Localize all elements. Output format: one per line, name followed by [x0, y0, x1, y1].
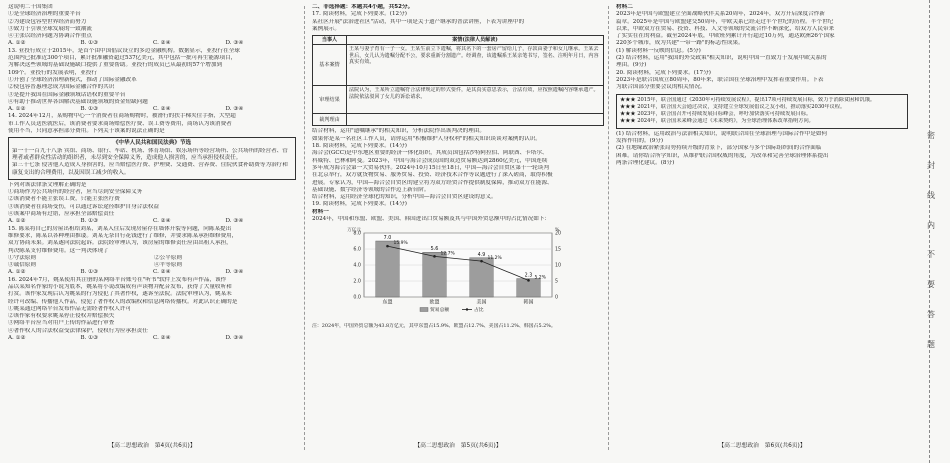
question-19-requirements — [616, 48, 908, 70]
text-line: 使用不当，只同意承担部分费用。下列关于该案的说法正确的是 — [8, 128, 165, 135]
pct-point — [527, 279, 530, 282]
text-line: ④有助于推动世界各国解决基础设施领域的资金短缺问题 — [8, 98, 148, 105]
binding-char: 答 — [927, 310, 935, 320]
question-16-options — [8, 335, 296, 342]
option: D. ③④ — [225, 106, 244, 113]
item: ②该消费者不能主张误工费，只能主张医疗费 — [8, 196, 120, 203]
text-line: 某社区开展"法治进社区"活动，其中一项是关于遗产继承的普法讲座，下表为讲座中的 — [312, 18, 525, 25]
item: ①姚某通过网络平台发布作品无需经著作权人许可 — [8, 305, 132, 312]
material-1-label: 材料一 — [312, 208, 329, 215]
question-14 — [8, 113, 296, 135]
item: ①守法原则 — [8, 254, 36, 261]
bar-value-label: 7.0 — [383, 236, 392, 242]
text-line: 如果你是某一名社区工作人员，请你运用"积极维护人身权利"的相关知识谈谈对案例的认识。 — [312, 135, 541, 142]
text-line: 17. 阅读材料，完成下列要求。(12分) — [312, 11, 407, 18]
un-meetings-box — [616, 94, 908, 129]
item: ②公平原则 — [154, 254, 182, 261]
pct-label: 11.2% — [487, 256, 502, 262]
pct-label: 15.9% — [393, 241, 408, 247]
text-line: (2) 在地缘政治紧张局势持续升级的背景下，部分国家与多个国际组织间的合作面临 — [616, 145, 822, 152]
case-table — [312, 35, 604, 126]
text-line: 市工作人员送医就医后，该消费者要求商场赔偿医疗费、误工费等费用，商场认为该消费者 — [8, 120, 232, 127]
question-13 — [8, 48, 296, 106]
page-divider — [304, 6, 305, 450]
option: A. ①② — [8, 335, 26, 342]
binding-char: 密 — [927, 131, 935, 140]
page-5 — [312, 4, 604, 450]
y2-unit-label: % — [555, 228, 560, 234]
option: C. ②④ — [153, 106, 171, 113]
pct-point — [386, 245, 389, 248]
binding-char: 要 — [927, 280, 935, 290]
item: ②该作家有权要求姚某停止侵权并赔偿损失 — [8, 313, 115, 320]
y2-tick-label: 0 — [555, 295, 559, 301]
table-header: 案情(法律人员解读) — [347, 36, 604, 45]
legend-marker — [466, 309, 468, 311]
x-tick-label: 欧盟 — [429, 299, 440, 306]
binding-char: 内 — [927, 220, 935, 230]
y-tick-label: 8.0 — [353, 231, 361, 237]
text-line: 多年成为海合会第一大贸易伙伴。2024年10月15日至18日，中国—海合会自贸区第十一轮谈判 — [312, 164, 549, 171]
text-line: 18. 阅读材料，完成下列要求。(14分) — [312, 143, 407, 150]
text-line: 经许可改编、传播他人作品，侵犯了著作权人的改编权和信息网络传播权。对此认识正确的是 — [8, 298, 238, 305]
question-20-requirements — [616, 131, 908, 167]
row-text: 法院认为，王某所立遗嘱符合法律规定的形式要件，是其真实意思表示，合法有效，应按照遗嘱内容继承遗产。法院依法驳回了女儿的诉讼请求。 — [349, 87, 599, 100]
excerpt-article-1: 第一千一百九十八条 宾馆、商场、银行、车站、机场、体育场馆、娱乐场所等经营场所、公共场所的经营者、管理者或者群众性活动的组织者，未尽到安全保障义务，造成他人损害的，应当承担侵权责任。 — [12, 147, 288, 161]
text-line: 109个。亚投行的发展表明，亚投行 — [8, 69, 97, 76]
y-tick-label: 2.0 — [353, 279, 361, 285]
x-tick-label: 韩国 — [523, 299, 534, 306]
question-14-items — [8, 189, 296, 218]
option: A. ①② — [8, 269, 26, 276]
material-2-text — [616, 11, 908, 47]
question-17-requirements — [312, 128, 604, 143]
option: D. ③④ — [225, 218, 244, 225]
x-tick-label: 美国 — [476, 299, 487, 306]
x-tick-label: 东盟 — [382, 299, 393, 306]
trade-chart-svg — [312, 225, 604, 317]
question-19-title: 19. 阅读材料，完成下列要求。(14分) — [312, 201, 407, 208]
text-line: 在北京举行，双方就货物贸易、服务贸易、投资、经济技术合作等议题进行了深入磋商，取得积极 — [312, 172, 553, 179]
binding-char: 题 — [927, 339, 935, 349]
text-line: 发挥作用的。(9分) — [616, 138, 664, 145]
text-line: 维修要求，陈某以各种理由推诿。刘某无奈自行花钱进行了维修，并要求陈某承担维修费用， — [8, 232, 238, 239]
empty-cell — [347, 114, 604, 126]
pct-label: 12.7% — [440, 251, 455, 257]
binding-char: 线 — [927, 190, 935, 200]
text-line: 15. 陈某将自己的房屋出租给刘某，刘某入住后发现房屋存在墙体开裂等问题，向陈某提出 — [8, 225, 232, 232]
bar-value-label: 4.9 — [477, 253, 486, 259]
text-line: ③致力于引领全球发展的一致潮流 — [8, 25, 92, 32]
question-12-stem — [8, 4, 296, 40]
table-header: 当事人 — [313, 36, 347, 45]
y2-tick-label: 15 — [555, 247, 562, 253]
binding-char: 不 — [927, 250, 935, 260]
pct-point — [480, 260, 483, 263]
row-label: 审理结果 — [313, 86, 347, 114]
item: ③该消费者在商场受伤，可以通过诉讼途径维护自身合法权益 — [8, 203, 160, 210]
option: D. ③④ — [225, 40, 244, 47]
binding-char: 封 — [927, 160, 935, 170]
question-13-options — [8, 106, 296, 113]
question-16 — [8, 277, 296, 306]
legend-swatch-bars — [420, 308, 428, 312]
text-line: ②使包容普惠理念成为国际金融合作的共识 — [8, 84, 115, 91]
item: ③诚信原则 — [8, 262, 36, 269]
option: D. ③④ — [225, 269, 244, 276]
bar-value-label: 2.3 — [524, 273, 533, 279]
text-line: 结合材料，运用经济全球化的知识，分析中国—海合会自贸区建设的意义。 — [312, 194, 497, 201]
page-footer: 【高二思想政治 第4页(共6页)】 — [108, 442, 196, 449]
row-text: 王某与妻子育有一子一女。王某生前立下遗嘱，将其名下的一套房产留给儿子，存款由妻子和女儿继承。王某去世后，女儿认为遗嘱分配不公，要求重新分割遗产。经调查，该遗嘱系王某亲笔书写，签名、注明年月日，内容真实有效。 — [349, 46, 599, 66]
un-meeting-item: ★★★ 2024年，联合国未来峰会通过《未来契约》，为全球治理体系改革指明方向。 — [620, 118, 814, 125]
row-label: 基本案情 — [313, 45, 347, 86]
y2-tick-label: 10 — [555, 263, 562, 269]
y-tick-label: 0.0 — [353, 295, 361, 301]
pct-point — [433, 255, 436, 258]
text-line: ④主张以经济问题为协调合作重点 — [8, 33, 92, 40]
text-line: 海合会(GCC)是中东地区重要的经济一体化组织，其成员国包括沙特阿拉伯、阿联酋、卡塔尔、 — [312, 150, 548, 157]
option: B. ①③ — [80, 40, 99, 47]
option: C. ②④ — [153, 218, 171, 225]
chart-caption: 2024年，中国和东盟、欧盟、美国、韩国进出口贸易额及其与中国外贸总额中的占比情况如下： — [312, 216, 550, 223]
section-title: 二、非选择题：本题共4小题，共52分。 — [312, 4, 414, 10]
text-line: 判决陈某支付维修费用。这一判决体现了 — [8, 247, 109, 254]
y2-tick-label: 20 — [555, 231, 562, 237]
question-15-items — [8, 255, 296, 270]
un-meeting-item: ★★★ 2021年，联合国大会通过决议，支持建立全球发展倡议之友小组，推动落实2030年议程。 — [620, 103, 846, 110]
material-2-label: 材料二 — [616, 4, 633, 10]
text-line: 14. 2024年12月，某购物中心一个消费者在商场购物时，被滑行的扶手梯夹住手指，大型超 — [8, 113, 236, 120]
text-line: 结合材料，运用"遗嘱继承"的相关知识，分析法院作出该判决的理由。 — [312, 128, 485, 135]
option: B. ①③ — [80, 335, 99, 342]
text-line: 为解决这些领域的基础设施缺口提供了重要帮助。亚投行的成员已从最初的57个增加到 — [8, 62, 223, 69]
question-17 — [312, 11, 604, 33]
civil-code-excerpt-box — [8, 137, 296, 179]
question-20 — [616, 70, 908, 92]
text-line: ①开创了全球经济治理新模式，推动了国际金融改革 — [8, 76, 137, 83]
text-line: (1) 解读材料一反映的信息。(5分) — [616, 47, 701, 54]
y-tick-label: 4.0 — [353, 263, 361, 269]
text-line: (1) 结合材料，运用政治与法治相关知识，说明联合国在全球治理与国际合作中是如何 — [616, 130, 828, 137]
page-6 — [616, 4, 908, 450]
excerpt-article-2: 第三十七条 侵害他人造成人身损害的，应当赔偿医疗费、护理费、交通费、营养费、住院伙食补助费等为治疗和康复支出的合理费用，以及因误工减少的收入。 — [12, 162, 288, 176]
question-12-options — [8, 40, 296, 47]
bar — [470, 258, 494, 297]
text-line: ③是提升我国在国际金融领域话语权的重要平台 — [8, 91, 126, 98]
legend-label: 贸易总额 — [430, 308, 450, 314]
question-18 — [312, 143, 604, 201]
question-16-items — [8, 306, 296, 335]
option: C. ②④ — [153, 40, 171, 47]
question-15 — [8, 226, 296, 255]
trade-chart — [312, 225, 604, 320]
bar — [376, 241, 400, 297]
text-line: 双方协商未果。刘某遂向法院起诉。法院经审理认为，该房屋的维修责任应由出租人承担， — [8, 240, 232, 247]
page-footer: 【高二思想政治 第5页(共6页)】 — [414, 442, 502, 449]
option: B. ①③ — [80, 106, 99, 113]
text-line: (2) 结合材料，运用"我国的外交政策"相关知识，说明中国一直致力于发展中欧关系的 — [616, 55, 827, 62]
excerpt-title: 《中华人民共和国民法典》节选 — [112, 140, 192, 147]
text-line: ②为建设包容型世界经济而努力 — [8, 18, 87, 25]
option: C. ②④ — [153, 269, 171, 276]
un-meeting-item: ★★★ 2023年，联合国召开可持续发展目标峰会，呼吁加快落实可持续发展目标。 — [620, 111, 812, 118]
page-4 — [8, 4, 296, 450]
page-divider — [608, 6, 609, 450]
chart-note: 注：2024年，中国外贸总额为43.8万亿元，其中东盟占15.9%、欧盟占12.7%、美国占11.2%、韩国占5.2%。 — [312, 322, 556, 329]
question-15-options — [8, 269, 296, 276]
text-line: 20. 阅读材料，完成下列要求。(17分) — [616, 69, 711, 76]
option: A. ①② — [8, 40, 26, 47]
y-unit-label: 万亿元 — [347, 228, 361, 234]
row-label: 裁判理由 — [313, 114, 347, 126]
un-meeting-list — [620, 97, 904, 126]
option: D. ③④ — [225, 335, 244, 342]
text-line: 16. 2024年7月，姚某使用其注册的某网络平台账号在"听书"软件上发布有声作品，该作 — [8, 276, 227, 283]
bar-value-label: 5.6 — [430, 247, 439, 253]
text-line: 13. 亚投行成立于2015年，是首个由中国倡议设立的多边金融机构。数据显示，亚投行在全球 — [8, 47, 240, 54]
text-line: 打赏。该作家发现后认为姚某的行为侵犯了其著作权，遂诉至法院。法院审理认为，姚某未 — [8, 291, 232, 298]
text-line: 困难。请你结合所学知识，从维护联合国权威的角度，为改革和完善全球治理体系提出 — [616, 152, 829, 159]
text-line: 了实实在在的利益。截至2024年底，中欧班列累计开行超过10万列，通达欧洲26个国家 — [616, 33, 835, 40]
text-line: 品以某知名作家的小说为底本，姚某将小说改编成有声读物并配音发布，获得了大量收听和 — [8, 283, 232, 290]
item: ④该案中商场有过错，应承担全部赔偿责任 — [8, 211, 115, 218]
option: B. ①③ — [80, 269, 99, 276]
question-14-options — [8, 218, 296, 225]
text-line: ①是全球经济治理的重要平台 — [8, 11, 81, 18]
option: B. ①③ — [80, 218, 99, 225]
text-line: 两条合理化建议。(8分) — [616, 159, 675, 166]
pct-label: 5.2% — [534, 275, 546, 281]
text-line: 基础设施、数字经济等领域的合作迈上新台阶。 — [312, 186, 430, 193]
text-line: 理由。(9分) — [616, 62, 647, 69]
option: A. ①② — [8, 218, 26, 225]
text-line: 2023年是联合国成立80周年，80年来，联合国在全球治理中发挥着重要作用。下表 — [616, 76, 824, 83]
legend-label: 占比 — [474, 308, 484, 314]
y2-tick-label: 5 — [555, 279, 559, 285]
text-line: 以来，中欧双方在贸易、投资、科技、人文等领域的交流合作不断深化，给双方人民带来 — [616, 25, 835, 32]
text-line: 科威特、巴林和阿曼。2023年，中国与海合会成员国的双边贸易额达到2860亿美元，中国连续 — [312, 157, 548, 164]
item: ④平等原则 — [154, 262, 182, 269]
item: ④著作权人的合法权益受法律保护，侵权行为应承担责任 — [8, 327, 148, 334]
un-meeting-item: ★★★ 2015年，联合国通过《2030年可持续发展议程》，提出17项可持续发展目标，致力于消除贫困和饥饿。 — [620, 96, 876, 103]
item: ③网络平台应当对用户上传的作品进行审查 — [8, 320, 115, 327]
text-line: 进展。专家认为，中国—海合会自贸区的建立将为双方经贸合作提供制度保障，推动双方在能源、 — [312, 179, 553, 186]
text-line: 2023年是中国与欧盟建立全面战略伙伴关系20周年，2024年，双方开启深度合作新 — [616, 11, 825, 18]
text-line: 范围内已批准近300个项目，累计批准融资超过537亿美元，其中包括一批可再生能源项目， — [8, 55, 237, 62]
text-line: 为联合国部分重要会议的相关情况。 — [616, 84, 706, 91]
option: A. ①② — [8, 106, 26, 113]
item: ①商场作为公共场所的经营者，应当尽到安全保障义务 — [8, 189, 143, 196]
text-line: 案例展示。 — [312, 25, 340, 32]
y-tick-label: 6.0 — [353, 247, 361, 253]
page-footer: 【高二思想政治 第6页(共6页)】 — [718, 442, 806, 449]
option: C. ②④ — [153, 335, 171, 342]
binding-margin-text — [920, 130, 942, 350]
text-line: 篇章。2025年是中国与欧盟建交50周年，中欧关系已经走过半个世纪的历程。半个世纪 — [616, 18, 834, 25]
text-line: 这说明二十国集团 — [8, 4, 53, 10]
bar — [423, 253, 447, 298]
question-14-lead: 下列对该法律条文理解正确的是 — [8, 181, 87, 188]
text-line: 220多个城市，成为共建"一带一路"的标志性成果。 — [616, 40, 744, 47]
